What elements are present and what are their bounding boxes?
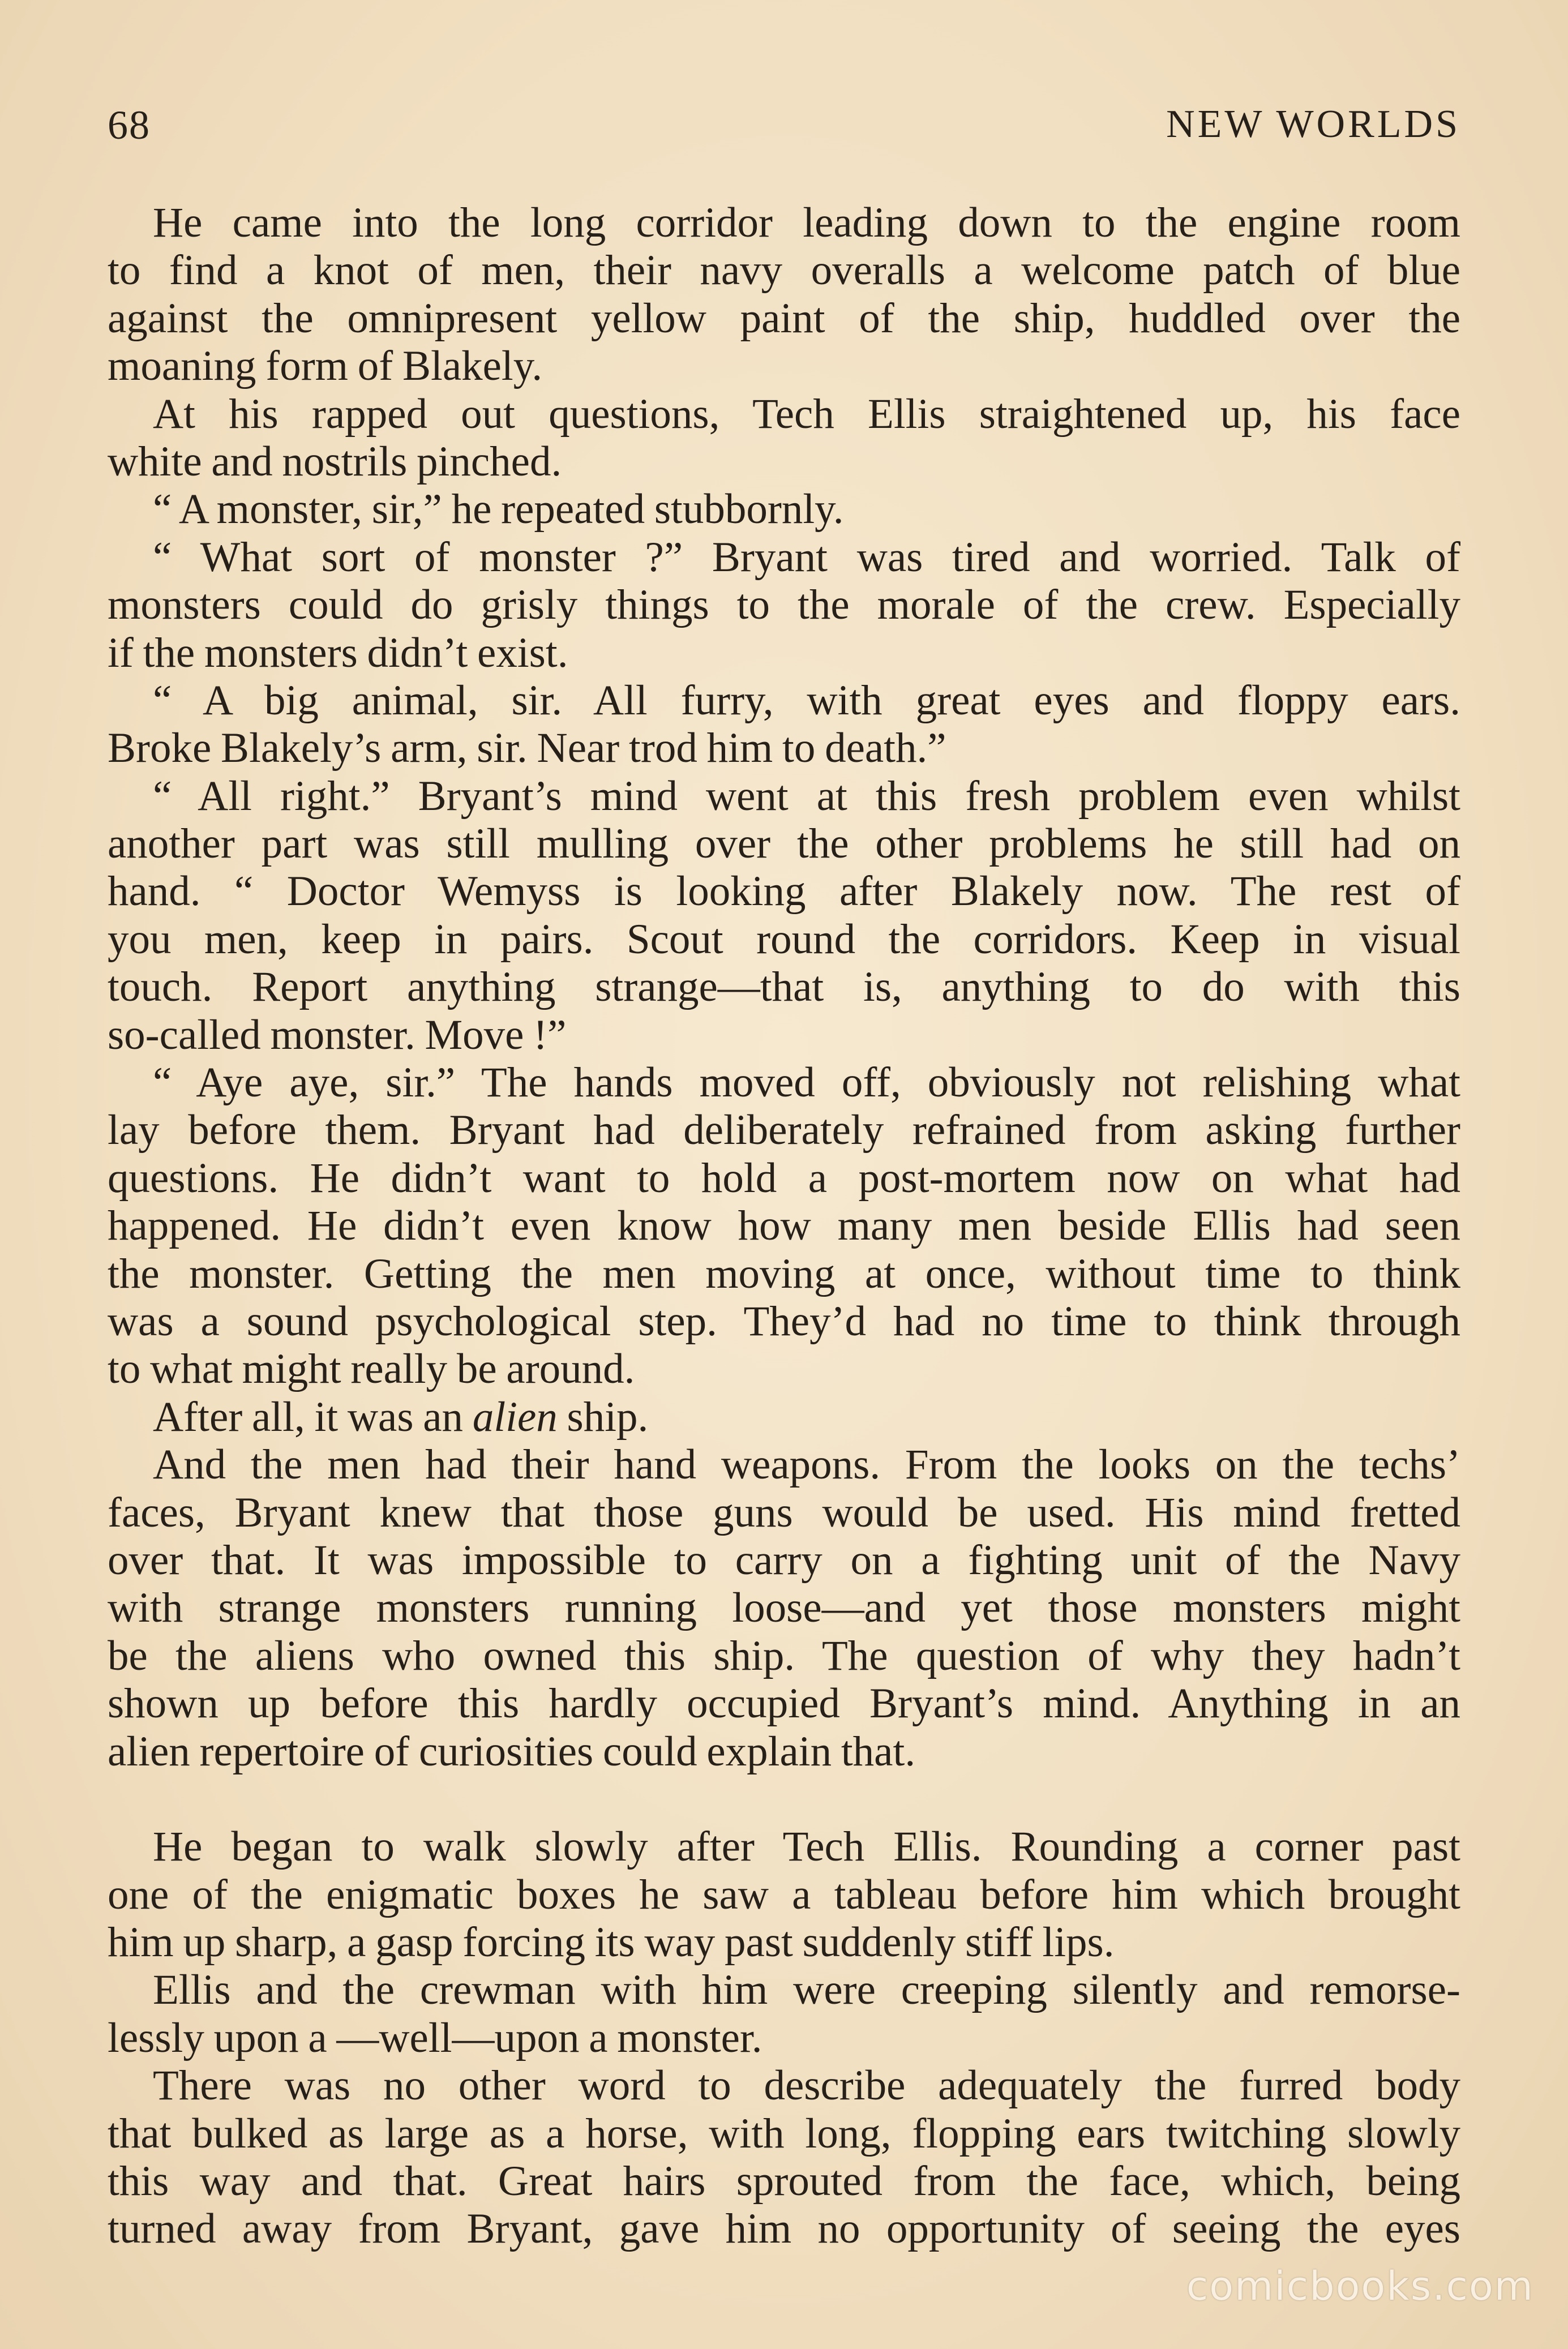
text-line: And the men had their hand weapons. From the looks on the techs’ — [153, 1441, 1460, 1489]
text-line: this way and that. Great hairs sprouted from the face, which, being — [108, 2158, 1460, 2205]
watermark-logo: comicbooks.com — [1186, 2263, 1534, 2309]
text-line: with strange monsters running loose—and yet those monsters might — [108, 1584, 1460, 1632]
text-line: faces, Bryant knew that those guns would be used. His mind fretted — [108, 1489, 1460, 1536]
text-line: Broke Blakely’s arm, sir. Near trod him to death.” — [108, 725, 946, 772]
text-line: over that. It was impossible to carry on a fighting unit of the Navy — [108, 1536, 1460, 1584]
section-break — [108, 1776, 1460, 1823]
text-line: shown up before this hardly occupied Bryant’s mind. Anything in an — [108, 1680, 1460, 1728]
text-line: touch. Report anything strange—that is, anything to do with this — [108, 963, 1460, 1011]
text-line: lessly upon a —well—upon a monster. — [108, 2014, 762, 2061]
text-line: to what might really be around. — [108, 1345, 635, 1393]
text-line: another part was still mulling over the other problems he still had on — [108, 820, 1460, 868]
text-line: He began to walk slowly after Tech Ellis. Rounding a corner past — [153, 1823, 1460, 1871]
text-line: There was no other word to describe adequately the furred body — [153, 2062, 1460, 2110]
text-line: alien repertoire of curiosities could explain that. — [108, 1728, 916, 1775]
text-line: At his rapped out questions, Tech Ellis straightened up, his face — [153, 390, 1460, 438]
text-line: lay before them. Bryant had deliberately refrained from asking further — [108, 1107, 1460, 1154]
text-line: After all, it was an alien ship. — [153, 1393, 649, 1441]
text-line: that bulked as large as a horse, with long, flopping ears twitching slowly — [108, 2110, 1460, 2157]
text-line: “ A big animal, sir. All furry, with great eyes and floppy ears. — [153, 676, 1460, 724]
text-line: so-called monster. Move !” — [108, 1011, 567, 1058]
page-header — [108, 102, 1460, 158]
text-line: questions. He didn’t want to hold a post-mortem now on what had — [108, 1154, 1460, 1202]
text-line: “ What sort of monster ?” Bryant was tired and worried. Talk of — [153, 533, 1460, 581]
text-line: monsters could do grisly things to the morale of the crew. Especially — [108, 581, 1460, 629]
text-line: was a sound psychological step. They’d had no time to think through — [108, 1297, 1460, 1345]
text-line: be the aliens who owned this ship. The question of why they hadn’t — [108, 1632, 1460, 1679]
emphasis: alien — [472, 1393, 558, 1441]
page-number: 68 — [108, 102, 151, 148]
text-line: one of the enigmatic boxes he saw a tableau before him which brought — [108, 1871, 1460, 1918]
text-line: Ellis and the crewman with him were creeping silently and remorse- — [153, 1966, 1460, 2014]
body-text — [108, 199, 1460, 2253]
text-line: if the monsters didn’t exist. — [108, 629, 568, 676]
text-line: you men, keep in pairs. Scout round the corridors. Keep in visual — [108, 915, 1460, 963]
text-line: “ Aye aye, sir.” The hands moved off, obviously not relishing what — [153, 1059, 1460, 1107]
text-line: the monster. Getting the men moving at once, without time to think — [108, 1250, 1460, 1297]
text-line: He came into the long corridor leading down to the engine room — [153, 199, 1460, 246]
text-line: white and nostrils pinched. — [108, 438, 562, 485]
text-line: turned away from Bryant, gave him no opportunity of seeing the eyes — [108, 2205, 1460, 2253]
text-line: “ All right.” Bryant’s mind went at this fresh problem even whilst — [153, 772, 1460, 820]
text-line: moaning form of Blakely. — [108, 342, 543, 390]
text-line: happened. He didn’t even know how many men beside Ellis had seen — [108, 1202, 1460, 1250]
text-line: against the omnipresent yellow paint of the ship, huddled over the — [108, 294, 1460, 342]
text-line: “ A monster, sir,” he repeated stubbornly. — [153, 486, 844, 533]
text-line: him up sharp, a gasp forcing its way past suddenly stiff lips. — [108, 1919, 1115, 1966]
text-line: hand. “ Doctor Wemyss is looking after Blakely now. The rest of — [108, 868, 1460, 915]
text-line: to find a knot of men, their navy overalls a welcome patch of blue — [108, 247, 1460, 294]
running-head: NEW WORLDS — [1166, 102, 1460, 146]
